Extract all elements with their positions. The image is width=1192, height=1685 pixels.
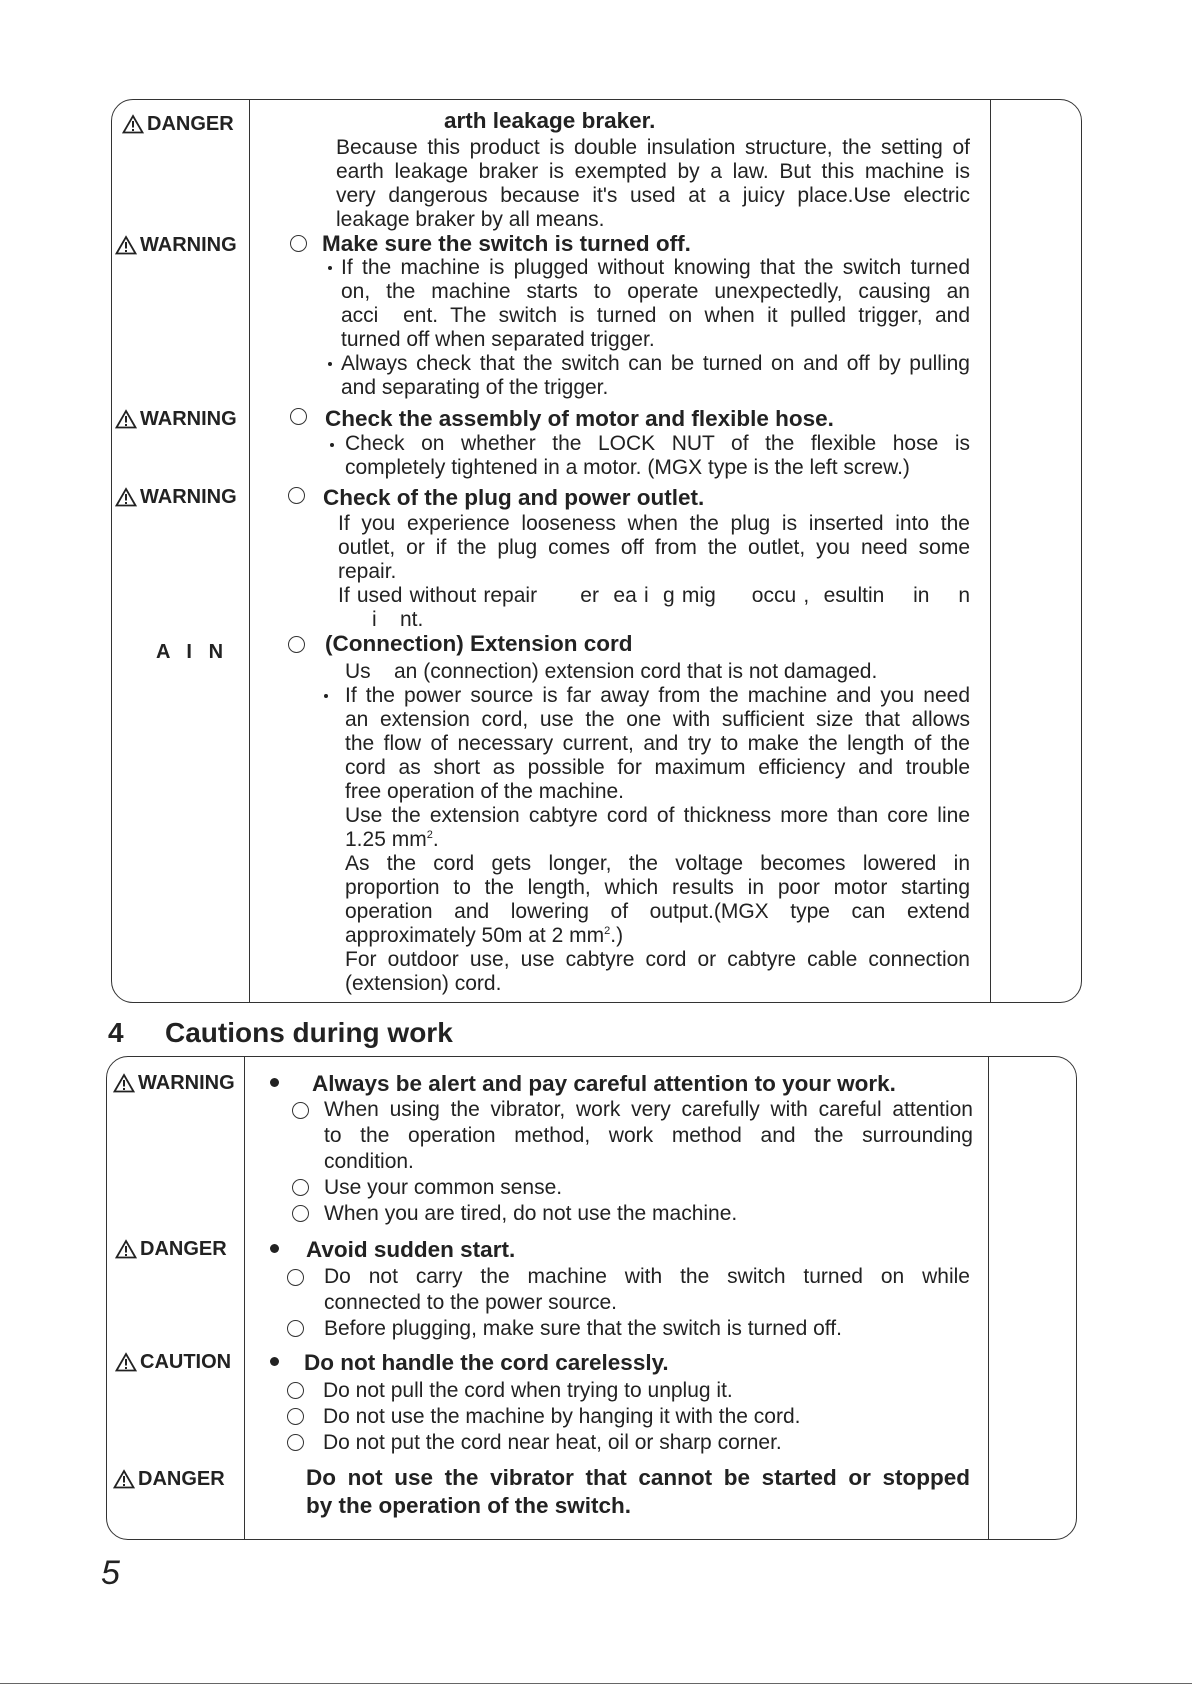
alert-paragraph bbox=[324, 1097, 973, 1227]
final-warning bbox=[306, 1464, 970, 1520]
circle-bullet bbox=[287, 1320, 304, 1337]
paragraph-line: outlet, or if the plug comes off from the outlet, you need some bbox=[338, 536, 970, 559]
paragraph-line: Do not put the cord near heat, oil or sharp corner. bbox=[323, 1431, 782, 1454]
warning-triangle-icon bbox=[122, 114, 144, 134]
paragraph-line: condition. bbox=[324, 1150, 414, 1173]
paragraph-line: connected to the power source. bbox=[324, 1291, 618, 1314]
caution-label: CAUTION bbox=[115, 1352, 231, 1372]
danger-label: DANGER bbox=[115, 1239, 227, 1259]
circle-bullet bbox=[287, 1269, 304, 1286]
paragraph-line: turned off when separated trigger. bbox=[341, 328, 655, 351]
danger-label: DANGER bbox=[113, 1469, 225, 1489]
paragraph-line: When using the vibrator, work very carefully with careful attention bbox=[324, 1098, 973, 1121]
paragraph-line: completely tightened in a motor. (MGX type is the left screw.) bbox=[345, 456, 910, 479]
bullet-dot bbox=[270, 1357, 279, 1366]
paragraph-line: i nt. bbox=[372, 608, 424, 631]
column-divider bbox=[990, 100, 991, 1002]
paragraph-line: proportion to the length, which results in poor motor starting bbox=[345, 876, 970, 899]
paragraph-line: acci ent. The switch is turned on when it pulled trigger, and bbox=[341, 304, 970, 327]
paragraph-line: If the power source is far away from the machine and you need bbox=[345, 684, 970, 707]
warning-triangle-icon bbox=[115, 487, 137, 507]
danger-label: DANGER bbox=[122, 114, 234, 134]
paragraph-line: on, the machine starts to operate unexpectedly, causing an bbox=[341, 280, 970, 303]
paragraph-line: repair. bbox=[338, 560, 397, 583]
switch-paragraph bbox=[341, 256, 970, 400]
paragraph-line: Do not use the vibrator that cannot be started or stopped bbox=[306, 1465, 970, 1490]
circle-bullet bbox=[287, 1382, 304, 1399]
paragraph-line: If used without repair er ea i g mig occu , esultin in n bbox=[338, 584, 970, 607]
paragraph-line: If the machine is plugged without knowing that the switch turned bbox=[341, 256, 970, 279]
paragraph-line: Use the extension cabtyre cord of thickness more than core line bbox=[345, 804, 970, 827]
paragraph-line: earth leakage braker is exempted by a law. But this machine is bbox=[336, 160, 970, 183]
paragraph-line: Because this product is double insulation structure, the setting of bbox=[336, 136, 970, 159]
bullet-dot bbox=[270, 1078, 279, 1087]
extension-cord-heading: (Connection) Extension cord bbox=[325, 631, 633, 656]
paragraph-line: an extension cord, use the one with sufficient size that allows bbox=[345, 708, 970, 731]
dot-bullet bbox=[324, 694, 328, 698]
bullet-dot bbox=[270, 1244, 279, 1253]
warning-triangle-icon bbox=[115, 1352, 137, 1372]
warning-triangle-icon bbox=[115, 235, 137, 255]
paragraph-line: If you experience looseness when the plug is inserted into the bbox=[338, 512, 970, 535]
warning-label: WARNING bbox=[115, 487, 237, 507]
paragraph-line: the flow of necessary current, and try to make the length of the bbox=[345, 732, 970, 755]
leakage-heading: arth leakage braker. bbox=[444, 108, 656, 133]
paragraph-line: Before plugging, make sure that the switch is turned off. bbox=[324, 1317, 842, 1340]
section-number: 4 bbox=[108, 1017, 124, 1048]
warning-label: WARNING bbox=[115, 235, 237, 255]
paragraph-line: Do not pull the cord when trying to unplug it. bbox=[323, 1379, 733, 1402]
column-divider bbox=[244, 1057, 245, 1539]
circle-bullet bbox=[290, 235, 307, 252]
circle-bullet bbox=[292, 1205, 309, 1222]
circle-bullet bbox=[292, 1102, 309, 1119]
sudden-start-paragraph bbox=[324, 1264, 970, 1342]
dot-bullet bbox=[328, 362, 332, 366]
plug-heading: Check of the plug and power outlet. bbox=[323, 485, 705, 510]
plug-paragraph bbox=[338, 512, 970, 632]
section-title: Cautions during work bbox=[165, 1017, 453, 1048]
alert-heading: Always be alert and pay careful attention to your work. bbox=[312, 1071, 896, 1096]
dot-bullet bbox=[330, 443, 334, 447]
warning-triangle-icon bbox=[113, 1073, 135, 1093]
paragraph-line: very dangerous because it's used at a juicy place.Use electric bbox=[336, 184, 970, 207]
switch-heading: Make sure the switch is turned off. bbox=[322, 231, 691, 256]
warning-triangle-icon bbox=[115, 1239, 137, 1259]
paragraph-line: operation and lowering of output.(MGX type can extend bbox=[345, 900, 970, 923]
cord-handling-paragraph bbox=[323, 1378, 969, 1456]
circle-bullet bbox=[288, 636, 305, 653]
motor-heading: Check the assembly of motor and flexible hose. bbox=[325, 406, 834, 431]
warning-label: WARNING bbox=[115, 409, 237, 429]
circle-bullet bbox=[287, 1408, 304, 1425]
circle-bullet bbox=[288, 487, 305, 504]
bottom-rule bbox=[0, 1683, 1192, 1684]
cord-handling-heading: Do not handle the cord carelessly. bbox=[304, 1350, 669, 1375]
paragraph-line: cord as short as possible for maximum efficiency and trouble bbox=[345, 756, 970, 779]
paragraph-line: Check on whether the LOCK NUT of the flexible hose is bbox=[345, 432, 970, 455]
circle-bullet bbox=[292, 1179, 309, 1196]
column-divider bbox=[988, 1057, 989, 1539]
dot-bullet bbox=[328, 266, 332, 270]
paragraph-line: leakage braker by all means. bbox=[336, 208, 605, 231]
warning-label: WARNING bbox=[113, 1073, 235, 1093]
circle-bullet bbox=[287, 1434, 304, 1451]
paragraph-line: approximately 50m at 2 $mm^2$.) bbox=[345, 924, 624, 947]
page-number: 5 bbox=[101, 1554, 120, 1592]
paragraph-line: free operation of the machine. bbox=[345, 780, 625, 803]
leakage-paragraph bbox=[336, 136, 970, 232]
paragraph-line: Do not carry the machine with the switch turned on while bbox=[324, 1265, 970, 1288]
warning-triangle-icon bbox=[113, 1469, 135, 1489]
paragraph-line: When you are tired, do not use the machine. bbox=[324, 1202, 738, 1225]
column-divider bbox=[249, 100, 250, 1002]
paragraph-line: 1.25 $mm^2$. bbox=[345, 828, 439, 851]
paragraph-line: Use your common sense. bbox=[324, 1176, 563, 1199]
paragraph-line: and separating of the trigger. bbox=[341, 376, 609, 399]
extension-cord-paragraph bbox=[345, 660, 970, 996]
paragraph-line: As the cord gets longer, the voltage becomes lowered in bbox=[345, 852, 970, 875]
garbled-label: A I N bbox=[156, 641, 224, 663]
circle-bullet bbox=[290, 408, 307, 425]
paragraph-line: For outdoor use, use cabtyre cord or cabtyre cable connection bbox=[345, 948, 970, 971]
motor-paragraph bbox=[345, 432, 970, 480]
warning-triangle-icon bbox=[115, 409, 137, 429]
sudden-start-heading: Avoid sudden start. bbox=[306, 1237, 516, 1262]
paragraph-line: Us an (connection) extension cord that is not damaged. bbox=[345, 660, 878, 683]
paragraph-line: (extension) cord. bbox=[345, 972, 502, 995]
paragraph-line: by the operation of the switch. bbox=[306, 1493, 632, 1518]
paragraph-line: to the operation method, work method and the surrounding bbox=[324, 1124, 973, 1147]
paragraph-line: Do not use the machine by hanging it with the cord. bbox=[323, 1405, 801, 1428]
paragraph-line: Always check that the switch can be turned on and off by pulling bbox=[341, 352, 970, 375]
